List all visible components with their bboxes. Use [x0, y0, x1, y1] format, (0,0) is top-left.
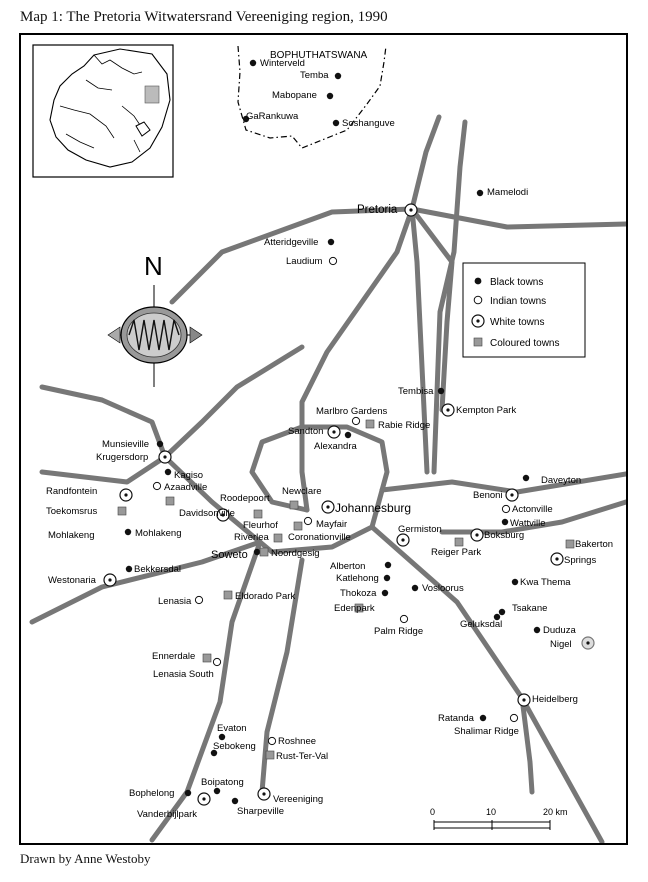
town-label-bophelong: Bophelong [129, 788, 175, 799]
town-marker-germiston [397, 534, 409, 546]
town-marker-daveyton [523, 475, 529, 481]
town-label-eldorado: Eldorado Park [235, 591, 296, 602]
town-label-rustterval: Rust-Ter-Val [276, 751, 329, 762]
town-label-springs: Springs [564, 555, 597, 566]
town-label-daveyton: Daveyton [541, 475, 582, 486]
town-marker-mayfair [304, 517, 311, 524]
town-label-pretoria: Pretoria [357, 204, 398, 216]
town-marker-shalimar [510, 714, 517, 721]
town-marker-mohlakeng [125, 529, 131, 535]
town-marker-marlbro [352, 417, 359, 424]
town-marker-johannesburg [322, 501, 334, 513]
town-label-wattville: Wattville [510, 518, 546, 529]
town-label-mohlakeng-w: Mohlakeng [48, 530, 95, 541]
town-marker-alexandra [345, 432, 351, 438]
town-label-katlehong: Katlehong [336, 573, 379, 584]
town-label-alberton: Alberton [330, 561, 366, 572]
town-label-heidelberg: Heidelberg [532, 694, 578, 705]
town-label-garankuwa: GaRankuwa [246, 111, 299, 122]
town-marker-winterveld [250, 60, 256, 66]
town-label-alexandra: Alexandra [314, 441, 357, 452]
town-marker-boksburg [471, 529, 483, 541]
town-marker-bophelong [185, 790, 191, 796]
town-label-lenasia: Lenasia [158, 596, 192, 607]
town-marker-springs [551, 553, 563, 565]
town-marker-roshnee [268, 737, 275, 744]
town-marker-mabopane [327, 93, 333, 99]
region-map [21, 35, 626, 843]
town-marker-heidelberg [518, 694, 530, 706]
town-label-mabopane: Mabopane [272, 90, 317, 101]
town-label-marlbro: Marlbro Gardens [316, 406, 388, 417]
town-marker-lenasiasouth [213, 658, 220, 665]
town-label-palmridge: Palm Ridge [374, 626, 424, 637]
town-label-sharpeville: Sharpeville [237, 806, 284, 817]
town-label-edenpark: Edenpark [334, 603, 375, 614]
town-label-laudium: Laudium [286, 256, 323, 267]
town-label-coronationville: Coronationville [288, 532, 351, 543]
town-marker-munsieville [157, 441, 163, 447]
town-label-kwathema: Kwa Thema [520, 577, 571, 588]
town-marker-actonville [502, 505, 509, 512]
town-marker-wattville [502, 519, 508, 525]
town-marker-rabie [366, 420, 374, 428]
town-label-atteridgeville: Atteridgeville [264, 237, 319, 248]
legend-coloured-symbol [474, 338, 482, 346]
town-marker-nigel [582, 637, 594, 649]
town-marker-temba [335, 73, 341, 79]
town-label-kagiso: Kagiso [174, 470, 204, 481]
town-marker-sandton [328, 426, 340, 438]
town-marker-toekomsrus [118, 507, 126, 515]
town-label-tembisa: Tembisa [398, 386, 434, 397]
town-label-newclare: Newclare [282, 486, 322, 497]
town-marker-bekkersdal [126, 566, 132, 572]
town-marker-soshanguve [333, 120, 339, 126]
town-label-bekkersdal: Bekkersdal [134, 564, 181, 575]
town-marker-tsakane [499, 609, 505, 615]
town-marker-azaadville [153, 482, 160, 489]
town-label-winterveld: Winterveld [260, 58, 305, 69]
town-label-sebokeng: Sebokeng [213, 741, 256, 752]
town-marker-thokoza [382, 590, 388, 596]
town-marker-fleurhof [254, 510, 262, 518]
town-label-sandton: Sandton [288, 426, 324, 437]
town-marker-randfontein [120, 489, 132, 501]
legend [463, 263, 585, 357]
town-marker-benoni [506, 489, 518, 501]
town-label-boksburg: Boksburg [484, 530, 525, 541]
town-label-mamelodi: Mamelodi [487, 187, 529, 198]
legend-indian-label: Indian towns [490, 296, 547, 307]
town-label-lenasiasouth: Lenasia South [153, 669, 214, 680]
town-label-duduza: Duduza [543, 625, 576, 636]
town-marker-newclare [290, 501, 298, 509]
town-marker-boipatong [214, 788, 220, 794]
roads [32, 117, 626, 842]
town-label-boipatong: Boipatong [201, 777, 244, 788]
scale-bar [430, 807, 568, 830]
town-marker-kemptonpark [442, 404, 454, 416]
bophuthatswana-label: BOPHUTHATSWANA [270, 50, 368, 61]
town-label-noordgesig: Noordgesig [271, 548, 320, 559]
town-label-shalimar: Shalimar Ridge [454, 726, 519, 737]
town-marker-coronationville [294, 522, 302, 530]
town-marker-vosloorus [412, 585, 418, 591]
town-marker-soweto [254, 549, 260, 555]
town-label-randfontein: Randfontein [46, 486, 98, 497]
legend-indian-symbol [474, 296, 482, 304]
town-label-rabie: Rabie Ridge [378, 420, 431, 431]
town-label-mayfair: Mayfair [316, 519, 348, 530]
town-label-johannesburg: Johannesburg [335, 501, 412, 515]
town-marker-pretoria [405, 204, 417, 216]
compass-rose [108, 251, 202, 387]
town-marker-riverlea [274, 534, 282, 542]
map-title: Map 1: The Pretoria Witwatersrand Vereeniging region, 1990 [20, 9, 388, 25]
town-label-evaton: Evaton [217, 723, 247, 734]
map-credit: Drawn by Anne Westoby [20, 851, 151, 866]
town-label-mohlakeng: Mohlakeng [135, 528, 182, 539]
legend-black-label: Black towns [490, 277, 544, 288]
town-marker-alberton [385, 562, 391, 568]
town-label-thokoza: Thokoza [340, 588, 377, 599]
town-label-vanderbijlpark: Vanderbijlpark [137, 809, 198, 820]
town-marker-atteridgeville [328, 239, 334, 245]
town-label-soweto: Soweto [211, 549, 248, 561]
town-label-roshnee: Roshnee [278, 736, 317, 747]
legend-white-label: White towns [490, 317, 545, 328]
inset-map [33, 45, 173, 177]
town-marker-davidsonville [166, 497, 174, 505]
town-label-actonville: Actonville [512, 504, 553, 515]
town-marker-sharpeville [232, 798, 238, 804]
town-marker-reiger [455, 538, 463, 546]
town-label-ratanda: Ratanda [438, 713, 474, 724]
town-label-nigel: Nigel [550, 639, 572, 650]
town-marker-vanderbijlpark [198, 793, 210, 805]
town-label-vosloorus: Vosloorus [422, 583, 464, 594]
town-marker-ratanda [480, 715, 486, 721]
town-label-riverlea: Riverlea [234, 532, 269, 543]
town-label-westonaria: Westonaria [48, 575, 96, 586]
scale-tick-20: 20 km [543, 807, 568, 817]
map-frame [19, 33, 628, 845]
town-marker-laudium [329, 257, 336, 264]
town-marker-eldorado [224, 591, 232, 599]
compass-north-label: N [144, 251, 163, 281]
town-marker-krugersdorp [159, 451, 171, 463]
town-label-vereeniging: Vereeniging [273, 794, 324, 805]
town-marker-noordgesig [260, 548, 268, 556]
town-label-geluksdal: Geluksdal [460, 619, 503, 630]
town-label-azaadville: Azaadville [164, 482, 208, 493]
town-marker-katlehong [384, 575, 390, 581]
town-marker-ennerdale [203, 654, 211, 662]
scale-tick-10: 10 [486, 807, 497, 817]
town-label-bakerton: Bakerton [575, 539, 614, 550]
town-marker-kagiso [165, 469, 171, 475]
legend-coloured-label: Coloured towns [490, 338, 560, 349]
town-marker-tembisa [438, 388, 444, 394]
town-marker-bakerton [566, 540, 574, 548]
town-marker-evaton [219, 734, 225, 740]
town-marker-kwathema [512, 579, 518, 585]
town-label-ennerdale: Ennerdale [152, 651, 196, 662]
town-label-munsieville: Munsieville [102, 439, 149, 450]
town-label-benoni: Benoni [473, 490, 503, 501]
town-label-krugersdorp: Krugersdorp [96, 452, 149, 463]
town-label-reiger: Reiger Park [431, 547, 482, 558]
scale-tick-0: 0 [430, 807, 436, 817]
town-label-temba: Temba [300, 70, 329, 81]
town-label-kemptonpark: Kempton Park [456, 405, 517, 416]
town-marker-lenasia [195, 596, 202, 603]
town-marker-duduza [534, 627, 540, 633]
town-label-tsakane: Tsakane [512, 603, 548, 614]
town-marker-palmridge [400, 615, 407, 622]
town-marker-vereeniging [258, 788, 270, 800]
town-label-toekomsrus: Toekomsrus [46, 506, 98, 517]
inset-study-area [145, 86, 159, 103]
town-label-davidsonville: Davidsonville [179, 508, 235, 519]
town-label-fleurhof: Fleurhof [243, 520, 278, 531]
town-marker-mamelodi [477, 190, 483, 196]
town-marker-rustterval [266, 751, 274, 759]
town-label-roodepoort: Roodepoort [220, 493, 270, 504]
town-marker-westonaria [104, 574, 116, 586]
legend-black-symbol [475, 278, 482, 285]
town-label-soshanguve: Soshanguve [342, 118, 395, 129]
town-label-germiston: Germiston [398, 524, 442, 535]
